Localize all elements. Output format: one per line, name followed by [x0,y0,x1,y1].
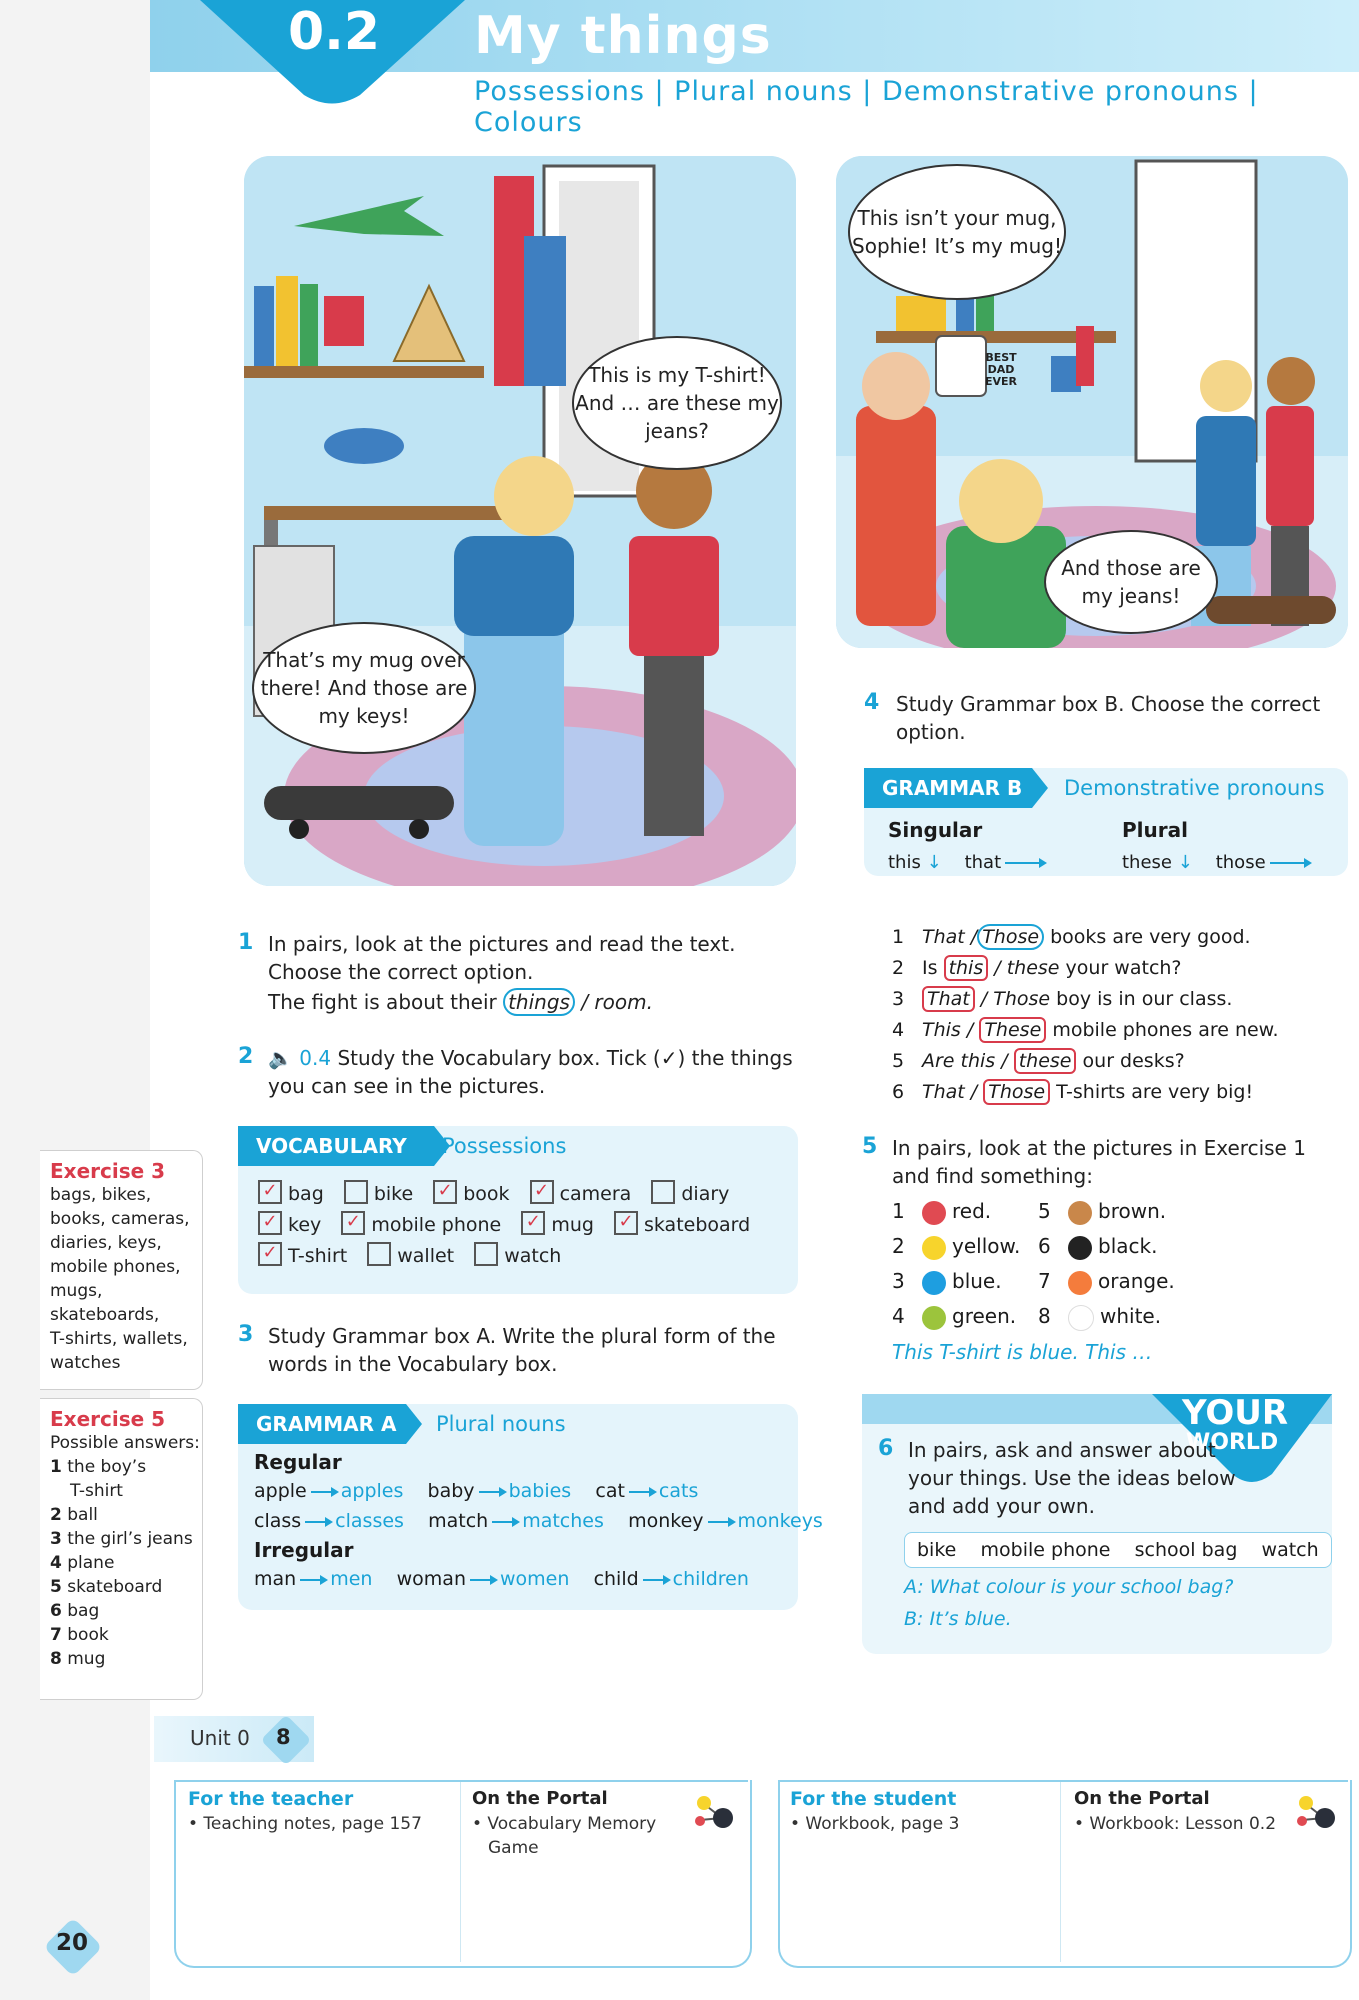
side-note-ex5-line: 2 ball [50,1505,98,1525]
exercise5-colors-col1 [892,1194,1020,1334]
exercise5-colors-col2 [1038,1194,1175,1334]
color-item-white: 8 white. [1038,1299,1175,1334]
exercise4-instruction: Study Grammar box B. Choose the correct option. [896,692,1321,744]
arrow-right-icon [1270,862,1310,864]
brown-dot-icon [1068,1201,1092,1225]
exercise1-option-room[interactable]: / room. [581,990,653,1014]
grammar-b-plural-label: Plural [1122,818,1188,842]
arrow-down-icon: ↓ [926,852,942,873]
vocabulary-row-3 [258,1244,575,1268]
checkbox-diary[interactable] [651,1180,675,1204]
vocab-item-diary[interactable]: diary [651,1183,729,1205]
exercise2-instruction [268,1044,808,1100]
side-note-ex5-title: Exercise 5 [50,1407,166,1431]
speech-bubble-my-mug: This isn’t your mug, Sophie! It’s my mug! [848,164,1066,300]
white-dot-icon [1068,1305,1094,1331]
exercise5-number: 5 [862,1134,878,1159]
side-note-ex3-line: mobile phones, [50,1257,181,1277]
exercise5-example: This T-shirt is blue. This … [892,1340,1153,1364]
vocabulary-box-title: VOCABULARY [238,1126,434,1166]
side-note-ex3-line: bags, bikes, [50,1185,152,1205]
side-note-ex5-intro: Possible answers: [50,1433,200,1453]
exercise5-instruction: In pairs, look at the pictures in Exercise 1 and find something: [892,1136,1306,1188]
option[interactable]: This / [922,1019,974,1041]
speech-bubble-mug-keys: That’s my mug over there! And those are my keys! [252,622,476,754]
checkbox-book[interactable]: ✓ [433,1180,457,1204]
option-selected[interactable]: That [922,986,975,1012]
ideas-box: bike mobile phone school bag watch [904,1532,1332,1568]
exercise1-line-prefix: The fight is about their [268,990,497,1014]
exercise1-option-things[interactable]: things [503,988,575,1016]
checkbox-key[interactable]: ✓ [258,1211,282,1235]
arrow-down-icon: ↓ [1177,852,1193,873]
workbook-page-link[interactable]: • Workbook, page 3 [790,1814,960,1834]
yellow-dot-icon [922,1236,946,1260]
vocab-item-key[interactable]: ✓ key [258,1214,321,1236]
side-note-ex3-title: Exercise 3 [50,1159,166,1183]
color-item-black: 6 black. [1038,1234,1158,1258]
grammar-a-title-arrow [406,1404,422,1444]
side-note-ex5-line: 8 mug [50,1649,106,1669]
option[interactable]: That / [922,1081,978,1103]
exercise2-number: 2 [238,1044,254,1069]
unit-label: Unit 0 [190,1726,250,1750]
color-item-brown: 5 brown. [1038,1199,1167,1223]
color-item-orange: 7 orange. [1038,1269,1175,1293]
vocab-item-wallet[interactable]: wallet [367,1245,454,1267]
color-item-red: 1 red. [892,1199,992,1223]
side-note-ex3-line: watches [50,1353,121,1373]
side-note-ex5-line: 7 book [50,1625,109,1645]
vocab-item-bike[interactable]: bike [344,1183,413,1205]
exercise3-number: 3 [238,1322,254,1347]
portal-molecule-icon-2 [1294,1794,1338,1834]
teacher-section-title: For the teacher [188,1788,354,1810]
speech-bubble-my-jeans: And those are my jeans! [1044,530,1218,634]
exercise1-number: 1 [238,930,254,955]
portal-vocab-game-link-2[interactable]: Game [488,1838,539,1858]
color-item-yellow: 2 yellow. [892,1234,1021,1258]
portal-section-title-2: On the Portal [1074,1788,1210,1809]
grammar-a-irregular-row: man men woman women child children [254,1568,749,1590]
checkbox-watch[interactable] [474,1242,498,1266]
color-item-green: 4 green. [892,1304,1017,1328]
vocab-item-mobile-phone[interactable]: ✓ mobile phone [341,1214,501,1236]
vocab-item-camera[interactable]: ✓ camera [530,1183,632,1205]
option-selected[interactable]: these [1014,1048,1077,1074]
side-note-ex3-line: diaries, keys, [50,1233,162,1253]
checkbox-camera[interactable]: ✓ [530,1180,554,1204]
side-note-ex3-line: mugs, [50,1281,103,1301]
teacher-notes-link[interactable]: • Teaching notes, page 157 [188,1814,422,1834]
unit-page-number: 8 [276,1725,291,1749]
audio-icon[interactable]: 🔈 [268,1046,293,1070]
portal-workbook-link[interactable]: • Workbook: Lesson 0.2 [1074,1814,1277,1834]
black-dot-icon [1068,1236,1092,1260]
your-world-title-1: YOUR [1182,1393,1289,1433]
portal-section-title: On the Portal [472,1788,608,1809]
bedroom-scene-left [244,156,796,886]
checkbox-wallet[interactable] [367,1242,391,1266]
option[interactable]: / Those [980,988,1051,1010]
blue-dot-icon [922,1271,946,1295]
arrow-right-icon [1005,862,1045,864]
grammar-b-title-arrow [1032,768,1048,808]
exercise1-instruction: In pairs, look at the pictures and read the text. Choose the correct option. [268,932,736,984]
dialogue-line-a: A: What colour is your school bag? [904,1576,1234,1598]
your-world-title-2: WORLD [1186,1430,1279,1455]
side-note-ex5-line: 4 plane [50,1553,115,1573]
audio-track[interactable]: 0.4 [299,1046,332,1070]
grammar-a-regular-row-1: apple apples baby babies cat cats [254,1480,699,1502]
option[interactable]: Are this / [922,1050,1008,1072]
checkbox-tshirt[interactable]: ✓ [258,1242,282,1266]
exercise4-item-4: 4 This / These mobile phones are new. [892,1019,1279,1041]
vocab-item-watch[interactable]: watch [474,1245,561,1267]
grammar-a-regular-row-2: class classes match matches monkey monkeys [254,1510,823,1532]
side-note-ex3-line: T-shirts, wallets, [50,1329,188,1349]
checkbox-bike[interactable] [344,1180,368,1204]
vocabulary-row-2 [258,1213,764,1237]
grammar-b-title: GRAMMAR B [864,768,1032,808]
side-note-ex5-line: 6 bag [50,1601,100,1621]
side-note-ex3-line: books, cameras, [50,1209,190,1229]
grammar-b-singular-label: Singular [888,818,983,842]
green-dot-icon [922,1306,946,1330]
speech-bubble-tshirt: This is my T-shirt! And … are these my jeans? [572,336,782,470]
page-subtitle: Possessions | Plural nouns | Demonstrative pronouns | Colours [474,76,1259,138]
exercise4-item-1: 1 That / Those books are very good. [892,926,1251,948]
vocabulary-row-1 [258,1182,743,1206]
exercise4-item-6: 6 That / Those T-shirts are very big! [892,1081,1254,1103]
left-illustration [244,156,796,886]
vocabulary-box-subtitle: Possessions [442,1134,567,1158]
exercise1-line [268,988,653,1016]
left-margin-strip [0,0,150,2000]
exercise4-item-3: 3 That / Those boy is in our class. [892,988,1233,1010]
option-selected[interactable]: Those [977,924,1044,950]
side-note-exercise3 [40,1150,203,1390]
exercise4-items [892,922,1342,1108]
grammar-b-plural-row: these ↓ those [1122,852,1314,873]
exercise6-instruction: In pairs, ask and answer about your things. Use the ideas below and add your own. [908,1438,1236,1518]
grammar-b-subtitle: Demonstrative pronouns [1064,776,1325,800]
side-note-ex5-line: T-shirt [70,1481,123,1501]
exercise3-instruction: Study Grammar box A. Write the plural form of the words in the Vocabulary box. [268,1324,776,1376]
portal-vocab-game-link[interactable]: • Vocabulary Memory [472,1814,657,1834]
exercise6-number: 6 [878,1436,894,1461]
side-note-ex5-line: 1 the boy’s [50,1457,147,1477]
orange-dot-icon [1068,1271,1092,1295]
vocab-item-mug[interactable]: ✓ mug [521,1214,594,1236]
grammar-a-title: GRAMMAR A [238,1404,406,1444]
grammar-b-singular-row: this ↓ that [888,852,1049,873]
option-selected[interactable]: Those [983,1079,1050,1105]
vocab-item-bag[interactable]: ✓ bag [258,1183,324,1205]
grammar-a-subtitle: Plural nouns [436,1412,566,1436]
portal-molecule-icon [692,1794,736,1834]
mug-text: BEST DAD EVER [984,351,1017,388]
side-note-ex3-line: skateboards, [50,1305,160,1325]
side-note-exercise5 [40,1398,203,1700]
dialogue-line-b: B: It’s blue. [904,1608,1012,1630]
vocab-item-skateboard[interactable]: ✓ skateboard [614,1214,750,1236]
page-number: 20 [56,1930,89,1956]
exercise2-text: Study the Vocabulary box. Tick (✓) the things you can see in the pictures. [268,1046,793,1098]
checkbox-bag[interactable]: ✓ [258,1180,282,1204]
checkbox-skateboard[interactable]: ✓ [614,1211,638,1235]
option-selected[interactable]: These [979,1017,1046,1043]
checkbox-mobile-phone[interactable]: ✓ [341,1211,365,1235]
option[interactable]: That / [922,926,978,948]
exercise4-number: 4 [864,690,880,715]
color-item-blue: 3 blue. [892,1269,1002,1293]
page-title: My things [474,6,772,66]
vocab-item-book[interactable]: ✓ book [433,1183,509,1205]
exercise4-item-5: 5 Are this / these our desks? [892,1050,1185,1072]
grammar-a-irregular-label: Irregular [254,1538,354,1562]
unit-number: 0.2 [288,2,381,62]
side-note-ex5-line: 5 skateboard [50,1577,163,1597]
red-dot-icon [922,1201,946,1225]
checkbox-mug[interactable]: ✓ [521,1211,545,1235]
option[interactable]: / these [994,957,1060,979]
grammar-a-regular-label: Regular [254,1450,342,1474]
student-section-title: For the student [790,1788,957,1810]
side-note-ex5-line: 3 the girl’s jeans [50,1529,193,1549]
option-selected[interactable]: this [944,955,989,981]
exercise4-item-2: 2 Is this / these your watch? [892,957,1182,979]
vocab-item-tshirt[interactable]: ✓ T-shirt [258,1245,347,1267]
